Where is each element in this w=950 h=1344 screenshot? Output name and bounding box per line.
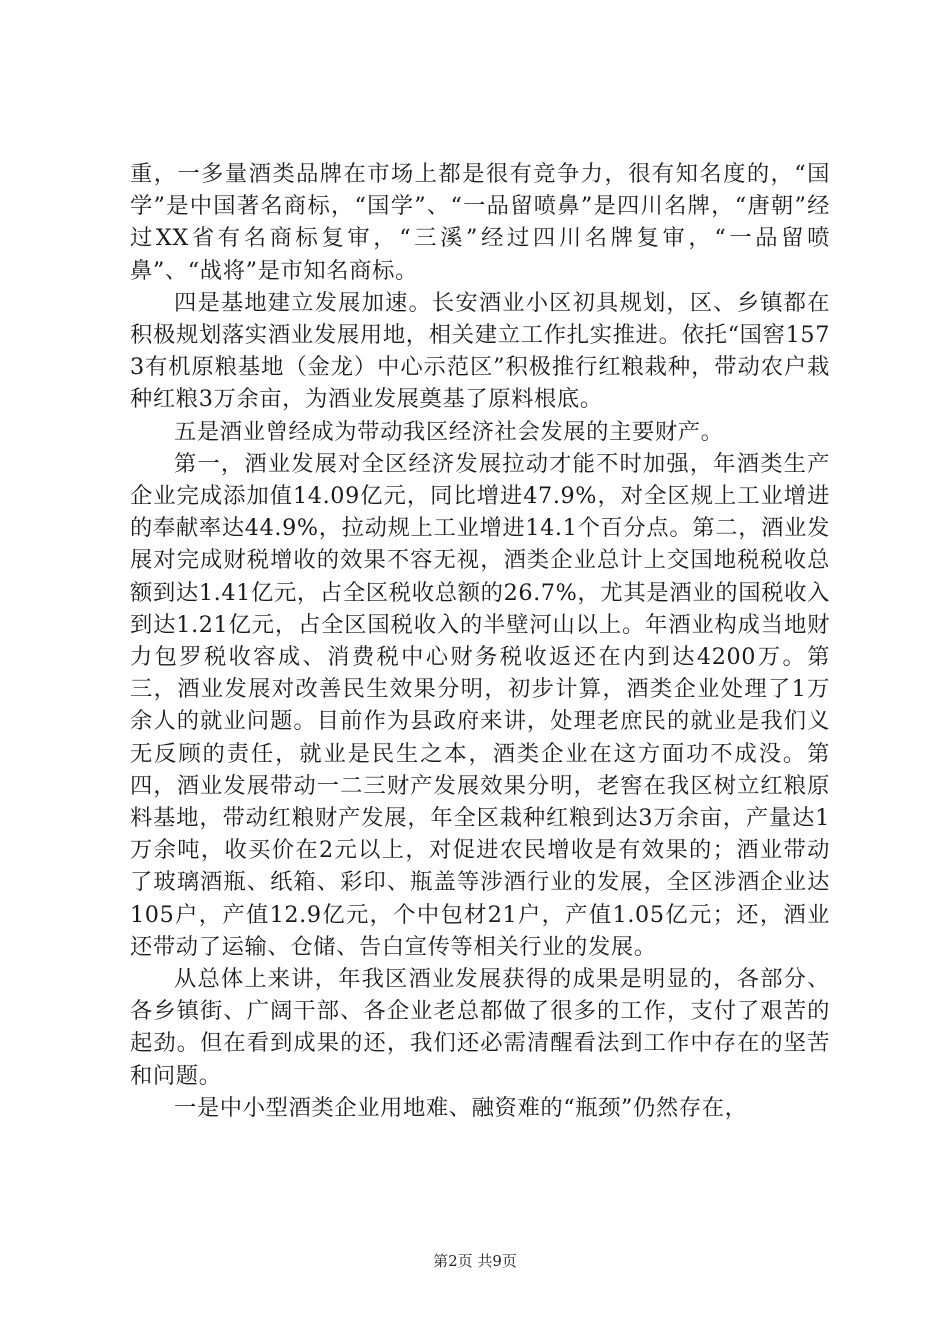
paragraph-continuation: 重，一多量酒类品牌在市场上都是很有竞争力，很有知名度的，“国学”是中国著名商标，“国学”、“一品留喷鼻”是四川名牌，“唐朝”经过XX省有名商标复审，“三溪”经过四川名牌复审，“一品留喷鼻”、“战将”是市知名商标。: [130, 161, 830, 284]
page-number-footer: 第2页 共9页: [433, 1252, 517, 1270]
body-text: [130, 158, 830, 1124]
paragraph-base-construction: 四是基地建立发展加速。长安酒业小区初具规划，区、乡镇都在积极规划落实酒业发展用地，相关建立工作扎实推进。依托“国窖1573有机原粮基地（金龙）中心示范区”积极推行红粮栽种，带动农户栽种红粮3万余亩，为酒业发展奠基了原料根底。: [130, 289, 830, 413]
paragraph-main-industry: 五是酒业曾经成为带动我区经济社会发展的主要财产。: [174, 418, 724, 445]
paragraph-economic-effects: 第一，酒业发展对全区经济发展拉动才能不时加强，年酒类生产企业完成添加值14.09亿元，同比增进47.9%，对全区规上工业增进的奉献率达44.9%，拉动规上工业增进14.1个百分点。第二，酒业发展对完成财税增收的效果不容无视，酒类企业总计上交国地税税收总额到达1.41亿元，占全区税收总额的26.7%，尤其是酒业的国税收入到达1.21亿元，占全区国税收入的半壁河山以上。年酒业构成当地财力包罗税收容成、消费税中心财务税收返还在内到达4200万。第三，酒业发展对改善民生效果分明，初步计算，酒类企业处理了1万余人的就业问题。目前作为县政府来讲，处理老庶民的就业是我们义无反顾的责任，就业是民生之本，酒类企业在这方面功不成没。第四，酒业发展带动一二三财产发展效果分明，老窖在我区树立红粮原料基地，带动红粮财产发展，年全区栽种红粮到达3万余亩，产量达1万余吨，收买价在2元以上，对促进农民增收是有效果的；酒业带动了玻璃酒瓶、纸箱、彩印、瓶盖等涉酒行业的发展，全区涉酒企业达105户，产值12.9亿元，个中包材21户，产值1.05亿元；还，酒业还带动了运输、仓储、告白宣传等相关行业的发展。: [130, 450, 830, 960]
paragraph-overall-summary: 从总体上来讲，年我区酒业发展获得的成果是明显的，各部分、各乡镇街、广阔干部、各企业老总都做了很多的工作，支付了艰苦的起劲。但在看到成果的还，我们还必需清醒看法到工作中存在的坚苦和问题。: [130, 966, 830, 1089]
paragraph-problem-one: 一是中小型酒类企业用地难、融资难的“瓶颈”仍然存在，: [174, 1094, 748, 1121]
